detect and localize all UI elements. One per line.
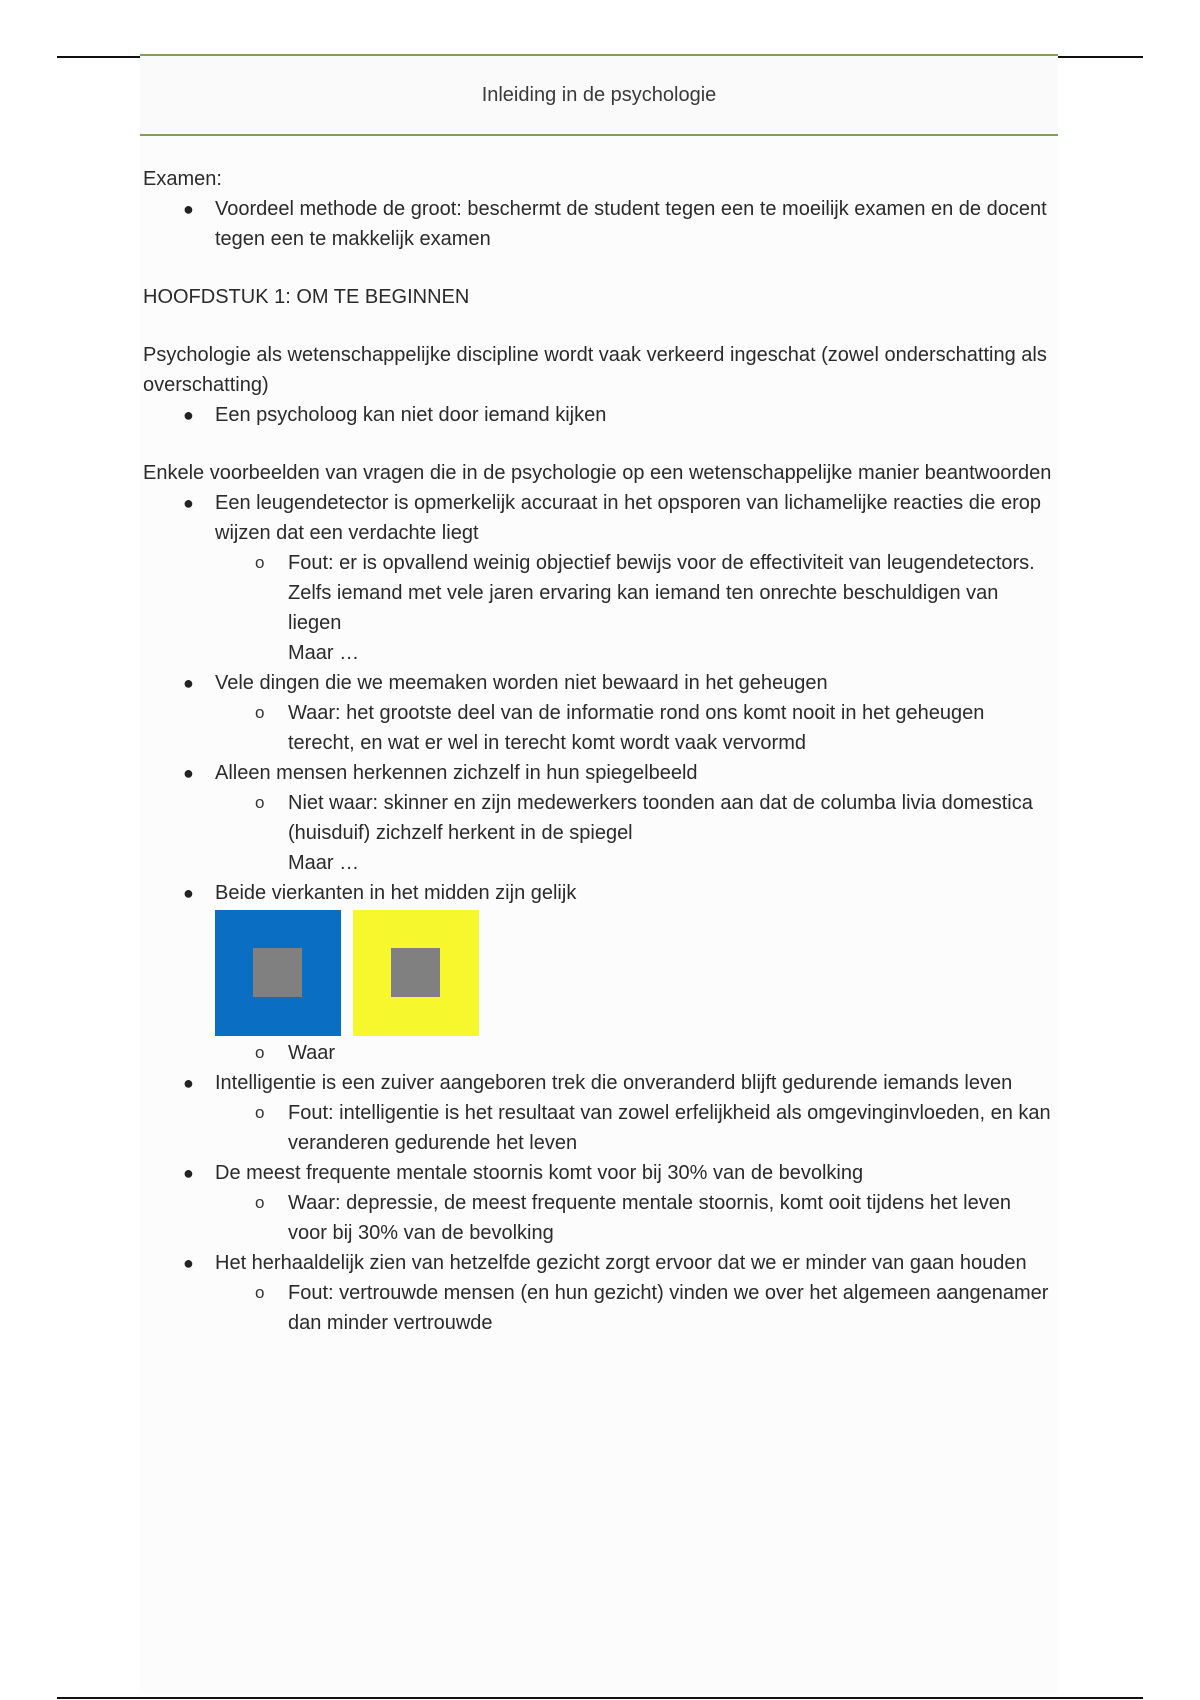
example-text: Een leugendetector is opmerkelijk accuraat in het opsporen van lichamelijke reacties die erop wijzen dat een verdachte liegt <box>215 492 1042 544</box>
sub-list-item <box>143 788 1053 848</box>
sub-list-item <box>143 1278 1053 1338</box>
examples-list <box>143 488 1053 1338</box>
example-text: Vele dingen die we meemaken worden niet bewaard in het geheugen <box>215 672 828 694</box>
list-item <box>143 194 1053 254</box>
header-title: Inleiding in de psychologie <box>481 84 717 106</box>
example-answer: Fout: intelligentie is het resultaat van zowel erfelijkheid als omgevinginvloeden, en kan veranderen gedurende het leven <box>288 1102 1051 1154</box>
examples-intro: Enkele voorbeelden van vragen die in de psychologie op een wetenschappelijke manier beantwoorden <box>143 462 1052 484</box>
circle-bullet-icon: o <box>255 1283 265 1302</box>
document-body <box>143 164 1053 1338</box>
bullet-icon: ● <box>183 883 194 903</box>
example-text: Intelligentie is een zuiver aangeboren trek die onveranderd blijft gedurende iemands leven <box>215 1072 1013 1094</box>
illusion-figure <box>143 910 1053 1038</box>
page-header <box>140 54 1058 136</box>
list-item <box>143 488 1053 548</box>
example-extra: Maar … <box>288 642 360 664</box>
example-text: Alleen mensen herkennen zichzelf in hun spiegelbeeld <box>215 762 698 784</box>
example-extra: Maar … <box>288 852 360 874</box>
exam-list <box>143 194 1053 254</box>
list-item <box>143 758 1053 788</box>
example-text: Het herhaaldelijk zien van hetzelfde gezicht zorgt ervoor dat we er minder van gaan houden <box>215 1252 1027 1274</box>
bullet-icon: ● <box>183 673 194 693</box>
sub-list-item <box>143 548 1053 638</box>
example-text: De meest frequente mentale stoornis komt voor bij 30% van de bevolking <box>215 1162 864 1184</box>
circle-bullet-icon: o <box>255 1103 265 1122</box>
bottom-rule <box>57 1697 1143 1699</box>
sub-list-item <box>143 698 1053 758</box>
circle-bullet-icon: o <box>255 1043 265 1062</box>
bullet-icon: ● <box>183 1073 194 1093</box>
sub-list-item <box>143 1038 1053 1068</box>
bullet-icon: ● <box>183 1163 194 1183</box>
list-item <box>143 1248 1053 1278</box>
circle-bullet-icon: o <box>255 703 265 722</box>
bullet-icon: ● <box>183 763 194 783</box>
intro-list <box>143 400 1053 430</box>
exam-bullet-text: Voordeel methode de groot: beschermt de student tegen een te moeilijk examen en de docent tegen een te makkelijk examen <box>215 198 1047 250</box>
sub-list-item <box>143 1188 1053 1248</box>
circle-bullet-icon: o <box>255 553 265 572</box>
circle-bullet-icon: o <box>255 793 265 812</box>
exam-label: Examen: <box>143 168 222 190</box>
list-item <box>143 668 1053 698</box>
example-text: Beide vierkanten in het midden zijn gelijk <box>215 882 577 904</box>
sub-list-item <box>143 1098 1053 1158</box>
example-answer: Fout: vertrouwde mensen (en hun gezicht) vinden we over het algemeen aangenamer dan minder vertrouwde <box>288 1282 1049 1334</box>
bullet-icon: ● <box>183 493 194 513</box>
bullet-icon: ● <box>183 1253 194 1273</box>
example-answer: Niet waar: skinner en zijn medewerkers toonden aan dat de columba livia domestica (huisduif) zichzelf herkent in de spiegel <box>288 792 1033 844</box>
blue-square <box>215 910 341 1036</box>
document-page <box>140 54 1058 1694</box>
list-item <box>143 1158 1053 1188</box>
example-answer: Waar: het grootste deel van de informatie rond ons komt nooit in het geheugen terecht, en wat er wel in terecht komt wordt vaak vervormd <box>288 702 985 754</box>
gray-center-square <box>391 948 440 997</box>
circle-bullet-icon: o <box>255 1193 265 1212</box>
yellow-square <box>353 910 479 1036</box>
intro-bullet-text: Een psycholoog kan niet door iemand kijken <box>215 404 607 426</box>
chapter-title: HOOFDSTUK 1: OM TE BEGINNEN <box>143 286 470 308</box>
bullet-icon: ● <box>183 199 194 219</box>
example-answer: Fout: er is opvallend weinig objectief bewijs voor de effectiviteit van leugendetectors. Zelfs iemand met vele jaren ervaring kan iemand ten onrechte beschuldigen van liegen <box>288 552 1035 634</box>
intro-text: Psychologie als wetenschappelijke discipline wordt vaak verkeerd ingeschat (zowel onderschatting als overschatting) <box>143 344 1047 396</box>
bullet-icon: ● <box>183 405 194 425</box>
list-item <box>143 1068 1053 1098</box>
example-answer: Waar: depressie, de meest frequente mentale stoornis, komt ooit tijdens het leven voor bij 30% van de bevolking <box>288 1192 1011 1244</box>
gray-center-square <box>253 948 302 997</box>
example-answer: Waar <box>288 1042 336 1064</box>
list-item <box>143 878 1053 908</box>
list-item <box>143 400 1053 430</box>
